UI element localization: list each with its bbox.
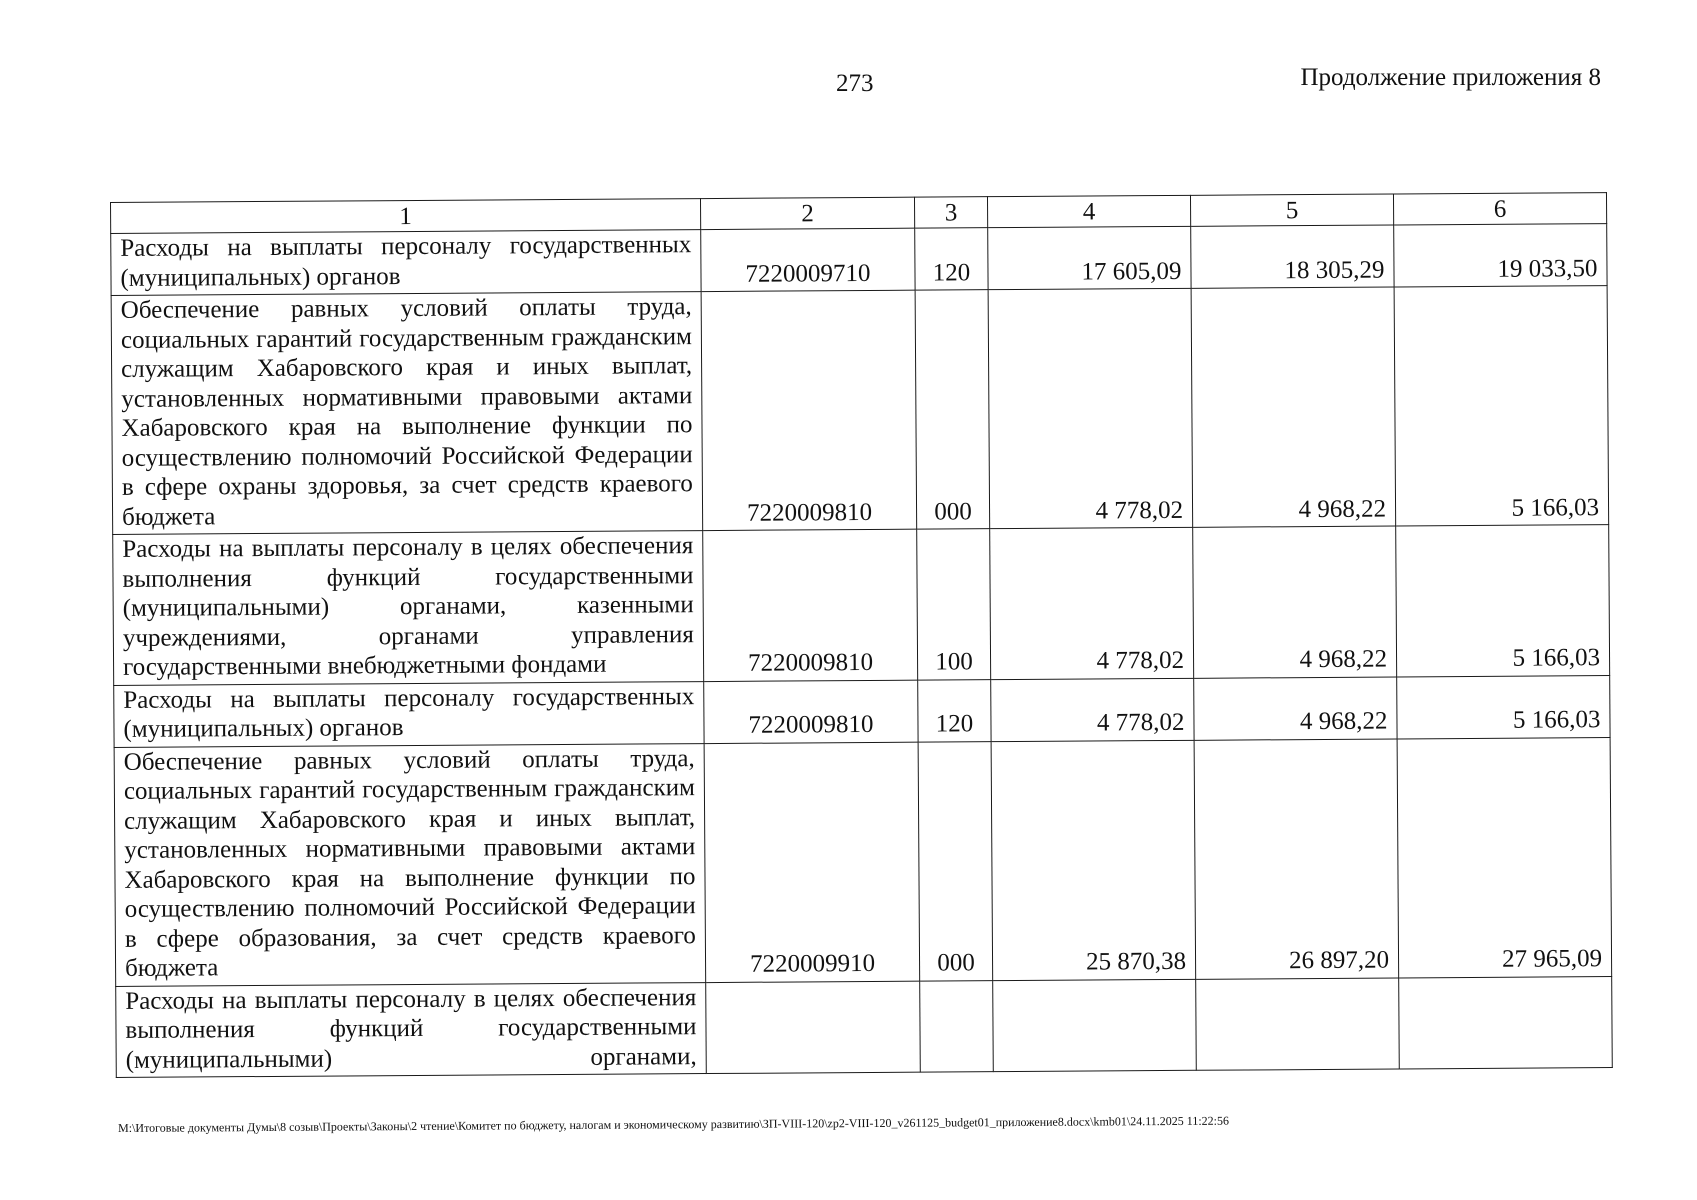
amount-cell-col5: 4 968,22 <box>1191 287 1396 527</box>
amount-cell-col4: 4 778,02 <box>990 527 1194 679</box>
table-row <box>113 525 1610 685</box>
amount-cell-col5: 26 897,20 <box>1194 738 1399 978</box>
target-code-cell: 7220009710 <box>701 228 915 291</box>
column-header: 5 <box>1190 194 1393 226</box>
amount-cell-col5: 4 968,22 <box>1193 526 1397 678</box>
page-number: 273 <box>836 70 874 97</box>
amount-cell-col5: 18 305,29 <box>1191 225 1394 288</box>
target-code-cell <box>706 981 921 1074</box>
amount-cell-col4: 4 778,02 <box>991 678 1194 741</box>
table-row <box>111 224 1607 296</box>
table-row <box>111 286 1609 535</box>
column-header: 2 <box>700 197 914 229</box>
amount-cell-col6: 27 965,09 <box>1397 737 1612 977</box>
column-header: 3 <box>914 197 987 228</box>
expense-type-cell: 120 <box>918 679 991 741</box>
expense-type-cell: 120 <box>915 228 988 290</box>
table-row <box>114 737 1612 986</box>
table-row <box>116 976 1613 1077</box>
expense-name-cell: Расходы на выплаты персоналу в целях обеспечения выполнения функций государственными (муниципальными) органами, казенными учреждениями, органами управления государственными внебюджетными фондами <box>113 531 704 685</box>
amount-cell-col4: 17 605,09 <box>988 226 1191 289</box>
amount-cell-col4: 25 870,38 <box>991 740 1196 980</box>
expense-name-cell: Расходы на выплаты персоналу государственных (муниципальных) органов <box>114 681 704 747</box>
column-header: 1 <box>111 199 701 234</box>
column-header: 4 <box>987 195 1190 227</box>
budget-table <box>110 192 1613 1078</box>
expense-name-cell: Расходы на выплаты персоналу в целях обеспечения выполнения функций государственными (муниципальными) органами, <box>116 982 707 1077</box>
expense-name-cell: Обеспечение равных условий оплаты труда, социальных гарантий государственным гражданским служащим Хабаровского края и иных выплат, установленных нормативными правовыми актами Хабаровского края на выполнение функции по осуществлению полномочий Российской Федерации в сфере охраны здоровья, за счет средств краевого бюджета <box>111 292 703 535</box>
amount-cell-col6 <box>1399 976 1613 1069</box>
amount-cell-col6: 5 166,03 <box>1394 286 1609 526</box>
amount-cell-col4 <box>993 979 1197 1072</box>
target-code-cell: 7220009810 <box>703 529 918 681</box>
amount-cell-col5: 4 968,22 <box>1194 676 1397 739</box>
expense-type-cell: 000 <box>918 741 993 980</box>
target-code-cell: 7220009910 <box>704 742 920 982</box>
table-row <box>114 675 1610 747</box>
footer-file-path: M:\Итоговые документы Думы\8 созыв\Проекты\Законы\2 чтение\Комитет по бюджету, налогам и экономическому развитию\ЗП-VIII-120\zp2-VIII-120_v261125_budget01_приложение8.docx\kmb01\24.11.2025 11:22:56 <box>118 1113 1230 1135</box>
appendix-continuation-note: Продолжение приложения 8 <box>1300 64 1601 91</box>
target-code-cell: 7220009810 <box>701 290 917 530</box>
amount-cell-col4: 4 778,02 <box>988 288 1193 528</box>
expense-name-cell: Обеспечение равных условий оплаты труда, социальных гарантий государственным гражданским служащим Хабаровского края и иных выплат, установленных нормативными правовыми актами Хабаровского края на выполнение функции по осуществлению полномочий Российской Федерации в сфере образования, за счет средств краевого бюджета <box>114 743 706 986</box>
expense-type-cell: 000 <box>915 290 990 529</box>
amount-cell-col6: 19 033,50 <box>1394 224 1607 287</box>
amount-cell-col6: 5 166,03 <box>1396 525 1610 677</box>
expense-type-cell <box>920 980 994 1072</box>
expense-type-cell: 100 <box>917 529 991 680</box>
expense-name-cell: Расходы на выплаты персоналу государственных (муниципальных) органов <box>111 230 701 296</box>
target-code-cell: 7220009810 <box>704 680 918 743</box>
amount-cell-col6: 5 166,03 <box>1397 675 1610 738</box>
amount-cell-col5 <box>1196 977 1400 1070</box>
column-header: 6 <box>1393 193 1606 225</box>
